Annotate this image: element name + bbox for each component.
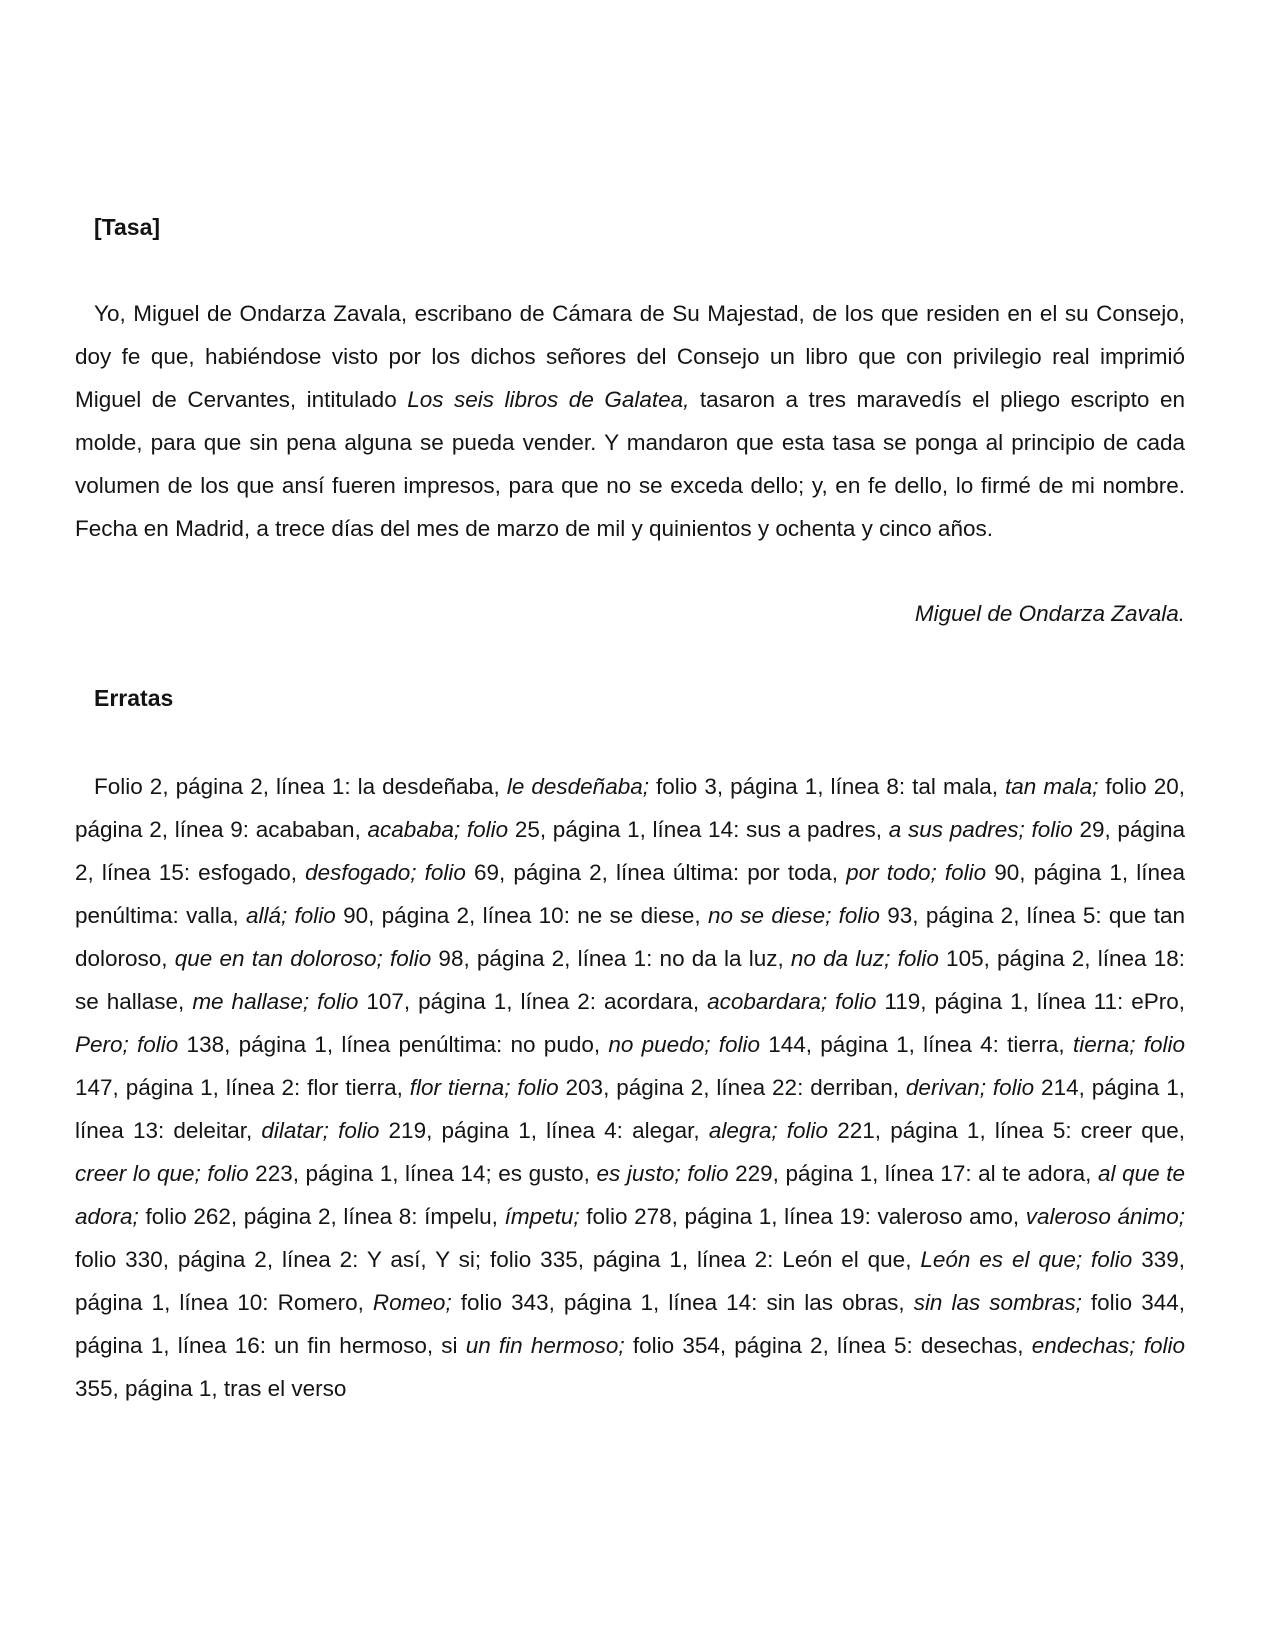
errata-text: Folio 2, página 2, línea 1: la desdeñaba,: [94, 774, 507, 799]
erratas-heading: Erratas: [94, 685, 174, 711]
errata-correction: tierna; folio: [1072, 1032, 1185, 1057]
errata-text: folio 262, página 2, línea 8: ímpelu,: [138, 1204, 505, 1229]
errata-text: 105, página 2, línea 18: se hallase,: [75, 946, 1186, 1014]
errata-text: 229, página 1, línea 17: al te adora,: [728, 1161, 1098, 1186]
errata-correction: Pero; folio: [75, 1032, 179, 1057]
errata-correction: valeroso ánimo;: [1025, 1204, 1185, 1229]
errata-correction: no puedo; folio: [608, 1032, 760, 1057]
errata-text: 223, página 1, línea 14; es gusto,: [248, 1161, 597, 1186]
errata-correction: creer lo que; folio: [75, 1161, 249, 1186]
errata-correction: por todo; folio: [846, 860, 987, 885]
tasa-text-part-1: Yo, Miguel de Ondarza Zavala, escribano de Cámara de Su Majestad, de los que residen en el su Consejo, doy fe que, habiéndose visto por los dichos señores del Consejo un libro que con privilegio real imprimió Miguel de Cervantes, intitulado: [75, 301, 1185, 412]
errata-correction: no da luz; folio: [790, 946, 939, 971]
errata-text: 355, página 1, tras el verso: [75, 1376, 347, 1401]
errata-text: 214, página 1, línea 13: deleitar,: [75, 1075, 1185, 1143]
signature: Miguel de Ondarza Zavala.: [914, 601, 1185, 626]
errata-correction: sin las sombras;: [913, 1290, 1082, 1315]
errata-text: 147, página 1, línea 2: flor tierra,: [75, 1075, 410, 1100]
errata-text: folio 343, página 1, línea 14: sin las obras,: [451, 1290, 914, 1315]
errata-correction: León es el que; folio: [920, 1247, 1133, 1272]
errata-text: 107, página 1, línea 2: acordara,: [358, 989, 708, 1014]
errata-text: 138, página 1, línea penúltima: no pudo,: [178, 1032, 609, 1057]
errata-text: 25, página 1, línea 14: sus a padres,: [508, 817, 889, 842]
errata-correction: derivan; folio: [905, 1075, 1035, 1100]
errata-text: 90, página 1, línea penúltima: valla,: [75, 860, 1186, 928]
errata-text: folio 3, página 1, línea 8: tal mala,: [648, 774, 1006, 799]
errata-text: 93, página 2, línea 5: que tan doloroso,: [75, 903, 1185, 971]
errata-correction: ímpetu;: [504, 1204, 580, 1229]
errata-correction: endechas; folio: [1031, 1333, 1185, 1358]
errata-text: folio 330, página 2, línea 2: Y así, Y si; folio 335, página 1, línea 2: León el que,: [75, 1247, 921, 1272]
tasa-heading: [Tasa]: [94, 214, 161, 240]
errata-text: 221, página 1, línea 5: creer que,: [828, 1118, 1185, 1143]
errata-correction: flor tierna; folio: [409, 1075, 559, 1100]
errata-correction: me hallase; folio: [192, 989, 359, 1014]
tasa-text-part-2: tasaron a tres maravedís el pliego escripto en molde, para que sin pena alguna se pueda vender. Y mandaron que esta tasa se ponga al principio de cada volumen de los que ansí fueren impresos, para que no se exceda dello; y, en fe dello, lo firmé de mi nombre. Fecha en Madrid, a trece días del mes de marzo de mil y quinientos y ochenta y cinco años.: [75, 387, 1185, 541]
errata-correction: un fin hermoso;: [465, 1333, 625, 1358]
errata-correction: tan mala;: [1005, 774, 1099, 799]
errata-correction: es justo; folio: [596, 1161, 729, 1186]
errata-correction: desfogado; folio: [305, 860, 466, 885]
errata-text: 29, página 2, línea 15: esfogado,: [75, 817, 1185, 885]
errata-correction: Romeo;: [372, 1290, 452, 1315]
errata-text: 219, página 1, línea 4: alegar,: [379, 1118, 709, 1143]
tasa-paragraph: [75, 292, 1185, 550]
errata-correction: que en tan doloroso; folio: [174, 946, 432, 971]
errata-correction: dilatar; folio: [261, 1118, 380, 1143]
errata-correction: le desdeñaba;: [506, 774, 649, 799]
errata-text: 119, página 1, línea 11: ePro,: [876, 989, 1186, 1014]
errata-correction: allá; folio: [245, 903, 336, 928]
errata-text: folio 278, página 1, línea 19: valeroso amo,: [579, 1204, 1026, 1229]
errata-text: folio 344, página 1, línea 16: un fin hermoso, si: [75, 1290, 1186, 1358]
errata-text: 144, página 1, línea 4: tierra,: [760, 1032, 1073, 1057]
errata-correction: acobardara; folio: [707, 989, 877, 1014]
erratas-paragraph: [75, 765, 1185, 1410]
errata-text: 98, página 2, línea 1: no da la luz,: [431, 946, 791, 971]
errata-text: 69, página 2, línea última: por toda,: [465, 860, 847, 885]
errata-text: 339, página 1, línea 10: Romero,: [75, 1247, 1185, 1315]
errata-correction: acababa; folio: [367, 817, 509, 842]
errata-text: 90, página 2, línea 10: ne se diese,: [335, 903, 708, 928]
errata-text: folio 20, página 2, línea 9: acababan,: [75, 774, 1185, 842]
errata-correction: no se diese; folio: [707, 903, 880, 928]
errata-correction: a sus padres; folio: [888, 817, 1073, 842]
errata-correction: alegra; folio: [708, 1118, 829, 1143]
document-page: [75, 212, 1185, 1410]
book-title: Los seis libros de Galatea,: [407, 387, 690, 412]
errata-text: 203, página 2, línea 22: derriban,: [558, 1075, 906, 1100]
errata-text: folio 354, página 2, línea 5: desechas,: [624, 1333, 1032, 1358]
errata-correction: al que te adora;: [75, 1161, 1185, 1229]
